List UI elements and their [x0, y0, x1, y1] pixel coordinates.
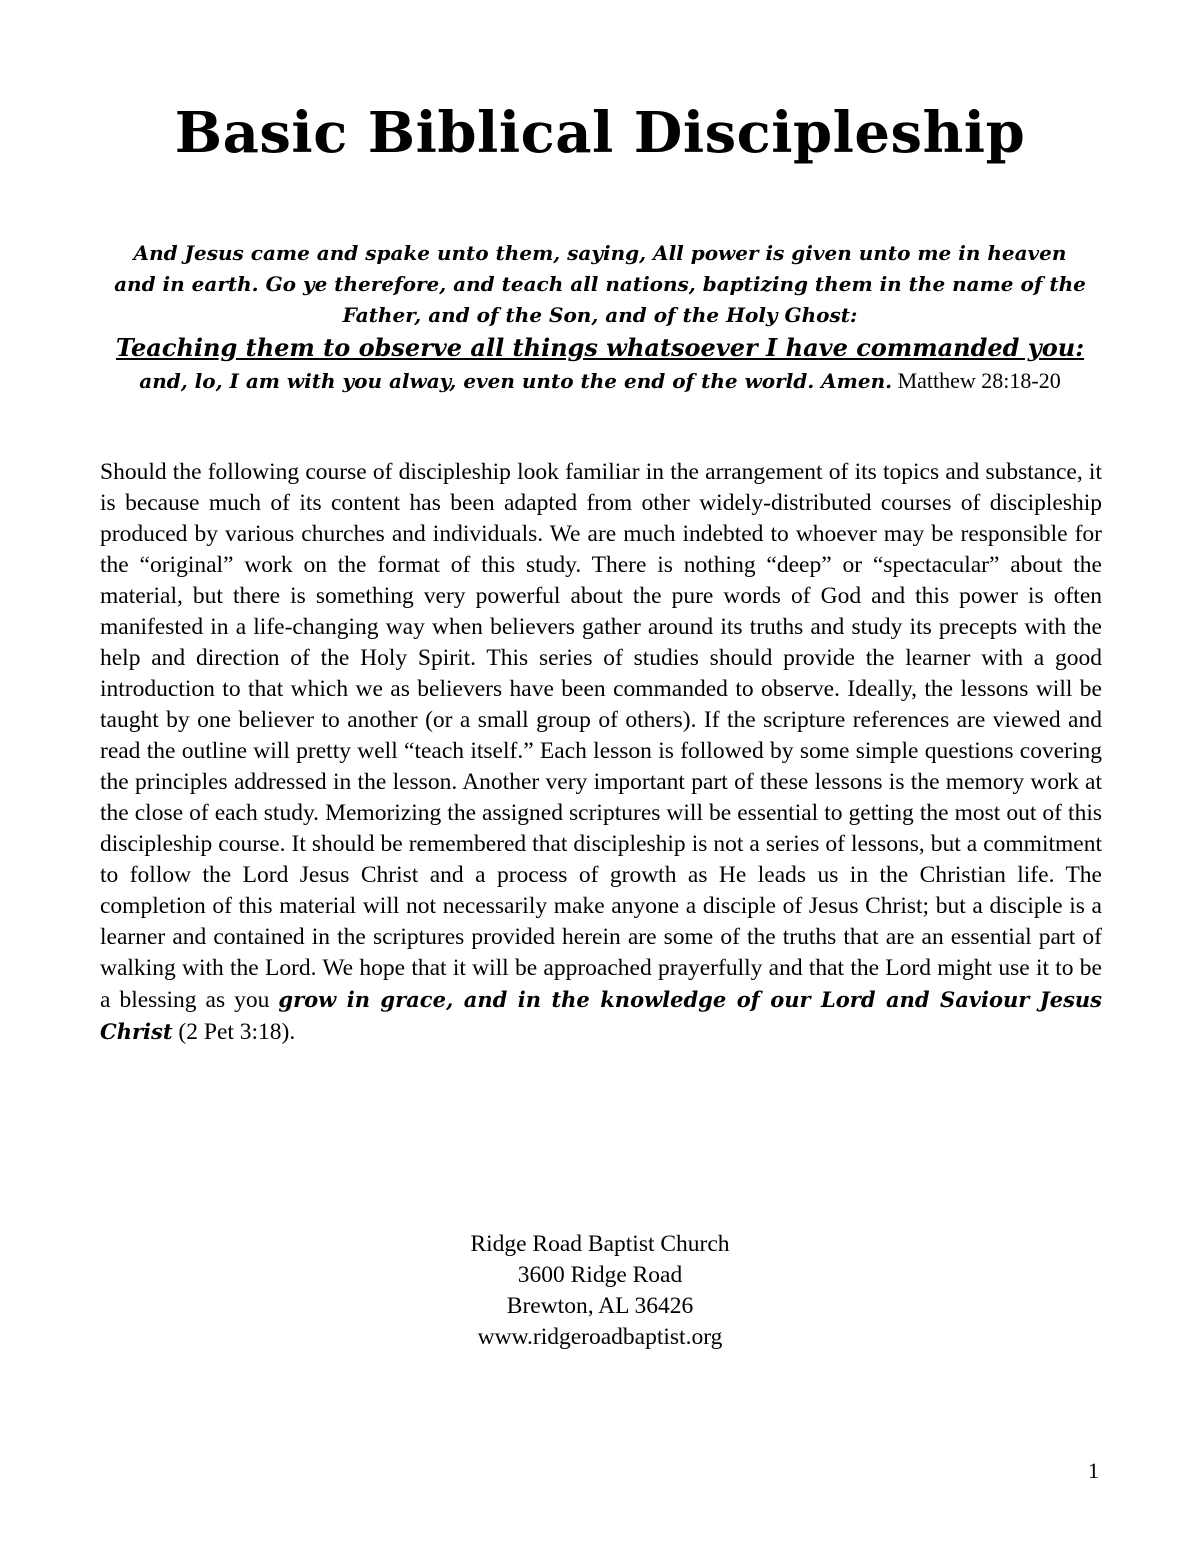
verse-emphasis-line: Teaching them to observe all things whatsoever I have commanded you: — [115, 333, 1085, 362]
church-address-block — [0, 1229, 1200, 1353]
verse-closing-text: and, lo, I am with you alway, even unto the end of the world. Amen. — [139, 369, 893, 393]
scripture-quote — [100, 238, 1100, 397]
church-website: www.ridgeroadbaptist.org — [477, 1324, 723, 1350]
document-title: Basic Biblical Discipleship — [174, 100, 1026, 166]
church-street: 3600 Ridge Road — [517, 1262, 683, 1288]
church-name: Ridge Road Baptist Church — [470, 1231, 730, 1257]
verse-line-1: And Jesus came and spake unto them, saying, All power is given unto me in heaven — [133, 241, 1067, 265]
intro-citation: (2 Pet 3:18). — [172, 1019, 296, 1045]
page-number: 1 — [1088, 1458, 1099, 1483]
verse-line-2: and in earth. Go ye therefore, and teach all nations, baptizing them in the name of the — [114, 272, 1086, 296]
verse-line-5 — [100, 365, 1100, 397]
verse-reference: Matthew 28:18-20 — [892, 368, 1061, 393]
intro-paragraph — [100, 457, 1102, 1048]
intro-scripture-quote: grow in grace, and in the knowledge of our Lord and Saviour Jesus Christ — [100, 987, 1102, 1044]
church-city: Brewton, AL 36426 — [506, 1293, 694, 1319]
intro-text: Should the following course of discipleship look familiar in the arrangement of its topics and substance, it is because much of its content has been adapted from other widely-distributed courses of discipleship produced by various churches and individuals. We are much indebted to whoever may be responsible for the “original” work on the format of this study. There is nothing “deep” or “spectacular” about the material, but there is something very powerful about the pure words of God and this power is often manifested in a life-changing way when believers gather around its truths and study its precepts with the help and direction of the Holy Spirit. This series of studies should provide the learner with a good introduction to that which we as believers have been commanded to observe. Ideally, the lessons will be taught by one believer to another (or a small group of others). If the scripture references are viewed and read the outline will pretty well “teach itself.” Each lesson is followed by some simple questions covering the principles addressed in the lesson. Another very important part of these lessons is the memory work at the close of each study. Memorizing the assigned scriptures will be essential to getting the most out of this discipleship course. It should be remembered that discipleship is not a series of lessons, but a commitment to follow the Lord Jesus Christ and a process of growth as He leads us in the Christian life. The completion of this material will not necessarily make anyone a disciple of Jesus Christ; but a disciple is a learner and contained in the scriptures provided herein are some of the truths that are an essential part of walking with the Lord. We hope that it will be approached prayerfully and that the Lord might use it to be a blessing as you — [100, 459, 1102, 1013]
verse-line-3: Father, and of the Son, and of the Holy Ghost: — [342, 303, 858, 327]
